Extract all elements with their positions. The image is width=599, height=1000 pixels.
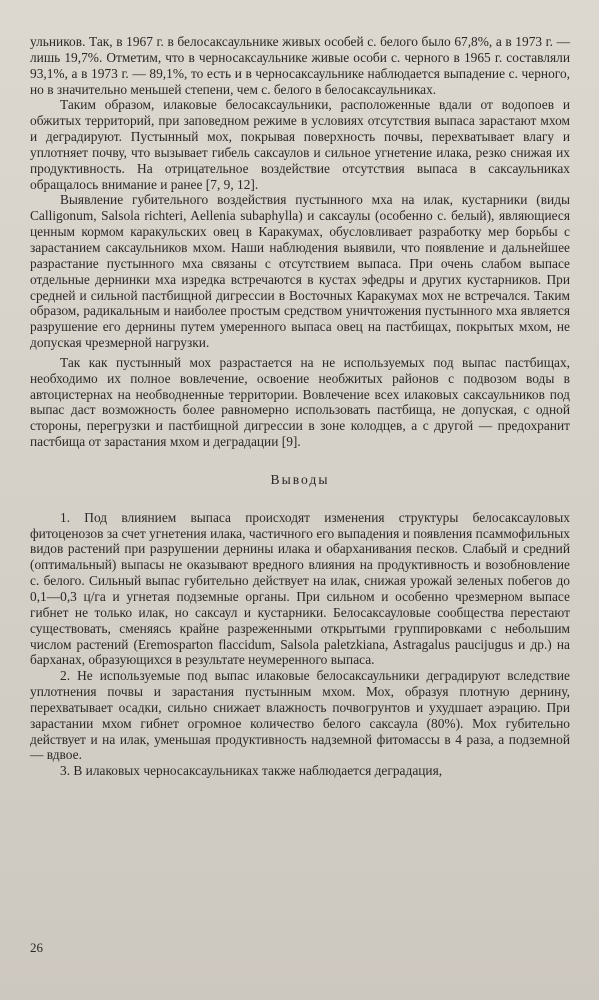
paragraph: Выявление губительного воздействия пустынного мха на илак, кустарники (виды Calligonum, Salsola richteri, Aellenia subaphylla) и саксаулы (особенно с. белый), являющиеся ценным кормом каракульских овец в Каракумах, обусловливает разработку мер борьбы с зарастанием саксаульников мхом. Наши наблюдения выявили, что появление и дальнейшее разрастание пустынного мха связаны с отсутствием выпаса. При очень слабом выпасе отдельные дернинки мха изредка встречаются в кустах эфедры и других кустарников. При средней и сильной пастбищной дигрессии в Восточных Каракумах мох не встречался. Таким образом, радикальным и наиболее простым средством уничтожения пустынного мха является разрушение его дернины путем умеренного выпаса овец на пастбищах, покрытых мхом, не допуская чрезмерной нагрузки. <box>30 192 570 351</box>
paragraph: ульников. Так, в 1967 г. в белосаксаульнике живых особей с. белого было 67,8%, а в 1973 г. — лишь 19,7%. Отметим, что в черносаксаульнике живые особи с. черного в 1965 г. составляли 93,1%, а в 1973 г. — 89,1%, то есть и в черносаксаульнике наблюдается выпадение с. черного, но в значительно меньшей степени, чем с. белого в белосаксаульниках. <box>30 34 570 97</box>
paragraph: Таким образом, илаковые белосаксаульники, расположенные вдали от водопоев и обжитых территорий, при заповедном режиме в условиях отсутствия выпаса зарастают мхом и деградируют. Пустынный мох, покрывая поверхность почвы, перехватывает влагу и уплотняет почву, что вызывает гибель саксаулов и сильное угнетение илака, резко снижая их продуктивность. На отрицательное воздействие отсутствия выпаса в саксаульниках обращалось внимание и ранее [7, 9, 12]. <box>30 97 570 192</box>
page-number: 26 <box>30 940 43 955</box>
paragraph: Так как пустынный мох разрастается на не используемых под выпас пастбищах, необходимо их полное вовлечение, освоение необжитых районов с подвозом воды в автоцистернах на необводненные территории. Вовлечение всех илаковых саксаульников под выпас даст возможность более равномерно использовать пастбища, не допуская, с одной стороны, перегрузки и пастбищной дигрессии в зоне колодцев, а с другой — предохранит пастбища от зарастания мхом и деградации [9]. <box>30 354 570 450</box>
body-text <box>30 34 570 779</box>
conclusion-item: 2. Не используемые под выпас илаковые белосаксаульники деградируют вследствие уплотнения почвы и зарастания пустынным мхом. Мох, образуя плотную дернину, перехватывает осадки, сильно снижает влажность почвогрунтов и ухудшает аэрацию. При зарастании мхом гибнет огромное количество белого саксаула (80%). Мох губительно действует и на илак, уменьшая продуктивность надземной фитомассы в 4 раза, а подземной — вдвое. <box>30 668 570 763</box>
section-heading: Выводы <box>270 471 330 487</box>
conclusion-item: 1. Под влиянием выпаса происходят изменения структуры белосаксауловых фитоценозов за счет угнетения илака, частичного его выпадения и появления псаммофильных видов растений при разрушении дернины илака и обарханивания песков. Слабый и средний (оптимальный) выпасы не оказывают вредного влияния на продуктивность и возобновление с. белого. Сильный выпас губительно действует на илак, снижая урожай зеленых побегов до 0,1—0,3 ц/га и угнетая подземные органы. При сильном и особенно чрезмерном выпасе гибнет не только илак, но саксаул и кустарники. Белосаксауловые сообщества перестают существовать, сменяясь крайне разреженными открытыми группировками с небольшим числом растений (Eremosparton flaccidum, Salsola paletzkiana, Astragalus paucijugus и др.) на барханах, образующихся в результате неумеренного выпаса. <box>30 509 570 668</box>
conclusion-item: 3. В илаковых черносаксаульниках также наблюдается деградация, <box>60 763 443 779</box>
